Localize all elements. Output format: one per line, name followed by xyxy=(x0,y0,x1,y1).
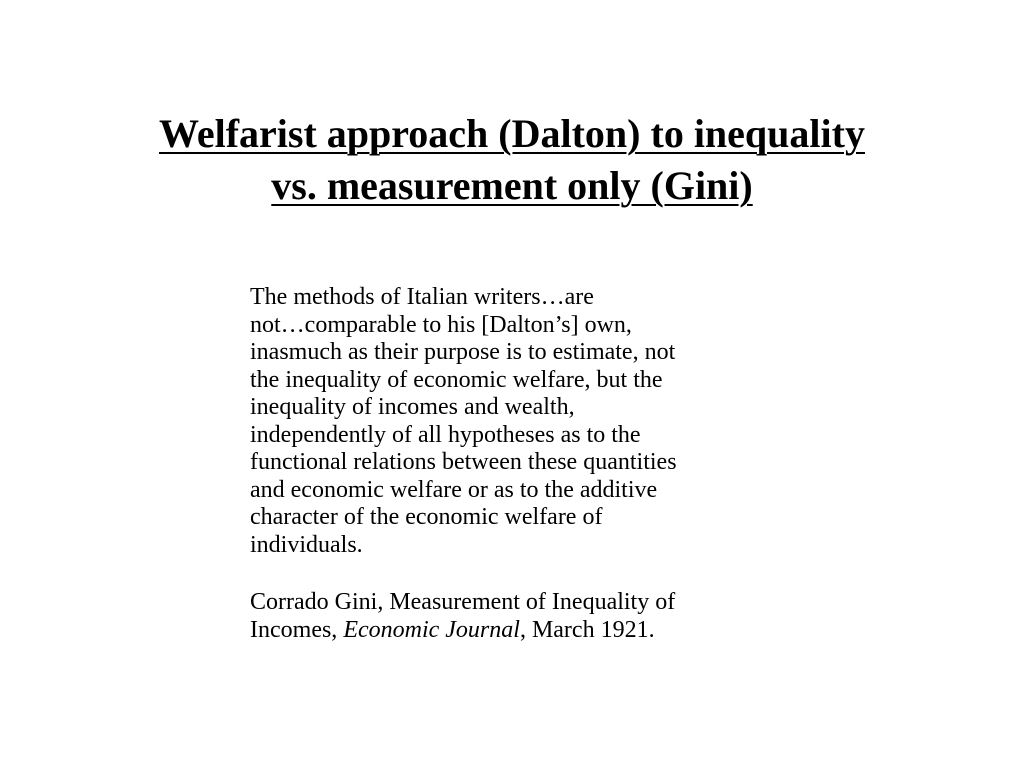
quote-line: individuals. xyxy=(250,531,363,558)
quote-line: independently of all hypotheses as to the xyxy=(250,421,641,448)
citation-suffix: , March 1921. xyxy=(519,616,655,643)
citation-line-2 xyxy=(250,617,810,645)
citation-prefix: Incomes, xyxy=(250,616,344,643)
title-line-1: Welfarist approach (Dalton) to inequality xyxy=(159,111,865,156)
slide-body xyxy=(250,284,810,644)
citation-line-1: Corrado Gini, Measurement of Inequality of xyxy=(250,589,676,615)
citation-journal: Economic Journal xyxy=(343,616,520,643)
title-line-2: vs. measurement only (Gini) xyxy=(271,163,753,208)
quote-line: the inequality of economic welfare, but the xyxy=(250,366,663,393)
quote-line: inasmuch as their purpose is to estimate, not xyxy=(250,339,676,365)
quote-line: and economic welfare or as to the additive xyxy=(250,476,658,503)
quote-line: character of the economic welfare of xyxy=(250,504,603,530)
quote-line: functional relations between these quantities xyxy=(250,449,677,475)
quote-line: inequality of incomes and wealth, xyxy=(250,394,575,420)
quote-line: The methods of Italian writers…are xyxy=(250,284,594,310)
quote-paragraph xyxy=(250,284,810,559)
citation xyxy=(250,589,810,644)
slide-title xyxy=(60,108,964,212)
quote-line: not…comparable to his [Dalton’s] own, xyxy=(250,311,632,338)
